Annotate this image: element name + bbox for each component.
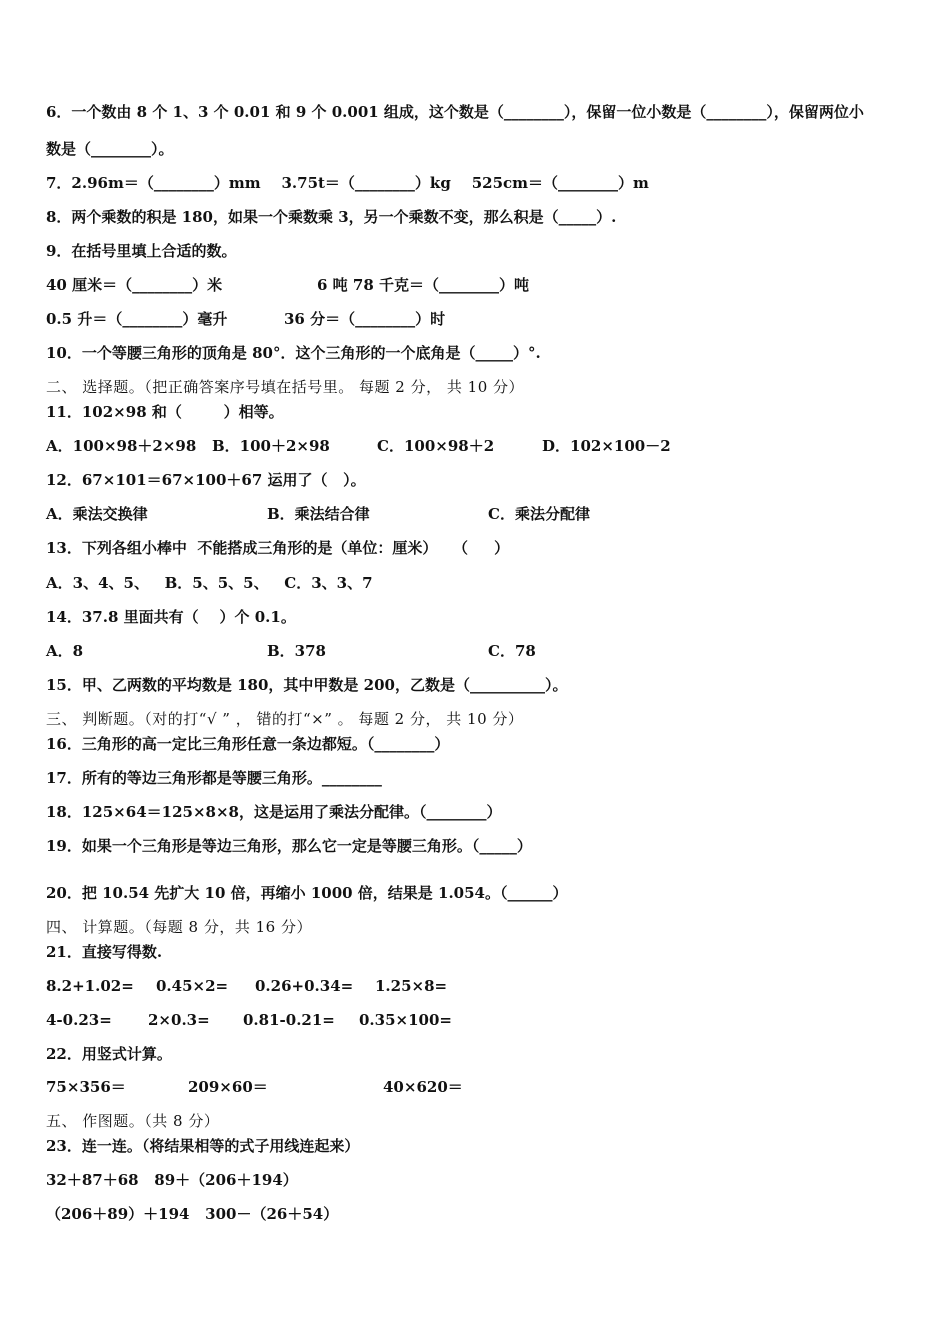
q11: 11．102×98 和（ ）相等。: [46, 403, 284, 421]
q23-row-1: 32＋87＋68 89＋（206＋194）: [46, 1171, 298, 1189]
q17: 17．所有的等边三角形都是等腰三角形。________: [46, 769, 382, 787]
q16: 16．三角形的高一定比三角形任意一条边都短。（________）: [46, 735, 450, 753]
q21-r2-c3: 0.81-0.21=: [243, 1011, 335, 1029]
q11-option-d: D．102×100－2: [542, 437, 671, 455]
q12: 12．67×101＝67×100＋67 运用了（ ）。: [46, 471, 366, 489]
q11-option-c: C．100×98＋2: [377, 437, 495, 455]
q12-option-b: B．乘法结合律: [267, 505, 370, 523]
q22-item-3: 40×620＝: [383, 1078, 463, 1096]
q21-r1-c4: 1.25×8=: [375, 977, 448, 995]
q11-option-a: A．100×98＋2×98: [46, 437, 197, 455]
section-5-title: 五、 作图题。（共 8 分）: [46, 1112, 220, 1130]
q22: 22．用竖式计算。: [46, 1045, 172, 1063]
q21: 21．直接写得数.: [46, 943, 163, 961]
q10: 10．一个等腰三角形的顶角是 80°．这个三角形的一个底角是（_____）°.: [46, 344, 541, 362]
q19: 19．如果一个三角形是等边三角形，那么它一定是等腰三角形。（_____）: [46, 837, 532, 855]
section-2-title: 二、 选择题。（把正确答案序号填在括号里。 每题 2 分， 共 10 分）: [46, 378, 525, 396]
q8: 8．两个乘数的积是 180，如果一个乘数乘 3，另一个乘数不变，那么积是（_____）.: [46, 208, 617, 226]
q21-r2-c1: 4-0.23=: [46, 1011, 112, 1029]
q23-row-2: （206＋89）＋194 300－（26＋54）: [46, 1205, 339, 1223]
q14-option-a: A．8: [46, 642, 84, 660]
q22-item-1: 75×356＝: [46, 1078, 126, 1096]
q6-line2: 数是（________）。: [46, 140, 174, 158]
q21-r1-c2: 0.45×2=: [156, 977, 229, 995]
q20: 20．把 10.54 先扩大 10 倍，再缩小 1000 倍，结果是 1.054。（______）: [46, 884, 568, 902]
section-3-title: 三、 判断题。（对的打“√ ” ， 错的打“×” 。 每题 2 分， 共 10 分）: [46, 710, 524, 728]
q23: 23．连一连。（将结果相等的式子用线连起来）: [46, 1137, 360, 1155]
q21-r2-c4: 0.35×100=: [359, 1011, 452, 1029]
section-4-title: 四、 计算题。（每题 8 分，共 16 分）: [46, 918, 312, 936]
q15: 15．甲、乙两数的平均数是 180，其中甲数是 200，乙数是（__________）。: [46, 676, 568, 694]
q9-d: 36 分＝（________）时: [284, 310, 446, 328]
q13-options: A．3、4、5、 B．5、5、5、 C．3、3、7: [46, 574, 373, 592]
q13: 13．下列各组小棒中 不能搭成三角形的是（单位：厘米） （ ）: [46, 539, 510, 557]
q14-option-b: B．378: [267, 642, 326, 660]
q9-c: 0.5 升＝（________）毫升: [46, 310, 228, 328]
q21-r1-c3: 0.26+0.34=: [255, 977, 354, 995]
q22-item-2: 209×60＝: [188, 1078, 268, 1096]
q6-line1: 6．一个数由 8 个 1、3 个 0.01 和 9 个 0.001 组成，这个数是（________），保留一位小数是（________），保留两位小: [46, 103, 864, 121]
q14-option-c: C．78: [488, 642, 536, 660]
q21-r1-c1: 8.2+1.02=: [46, 977, 134, 995]
q12-option-c: C．乘法分配律: [488, 505, 590, 523]
q11-option-b: B．100＋2×98: [212, 437, 330, 455]
q14: 14．37.8 里面共有（ ）个 0.1。: [46, 608, 296, 626]
q12-option-a: A．乘法交换律: [46, 505, 148, 523]
q9: 9．在括号里填上合适的数。: [46, 242, 237, 260]
q9-b: 6 吨 78 千克＝（________）吨: [317, 276, 529, 294]
q7: 7．2.96m＝（________）mm 3.75t＝（________）kg 525cm＝（________）m: [46, 174, 649, 192]
q18: 18．125×64＝125×8×8，这是运用了乘法分配律。（________）: [46, 803, 502, 821]
q9-a: 40 厘米＝（________）米: [46, 276, 223, 294]
q21-r2-c2: 2×0.3=: [148, 1011, 210, 1029]
